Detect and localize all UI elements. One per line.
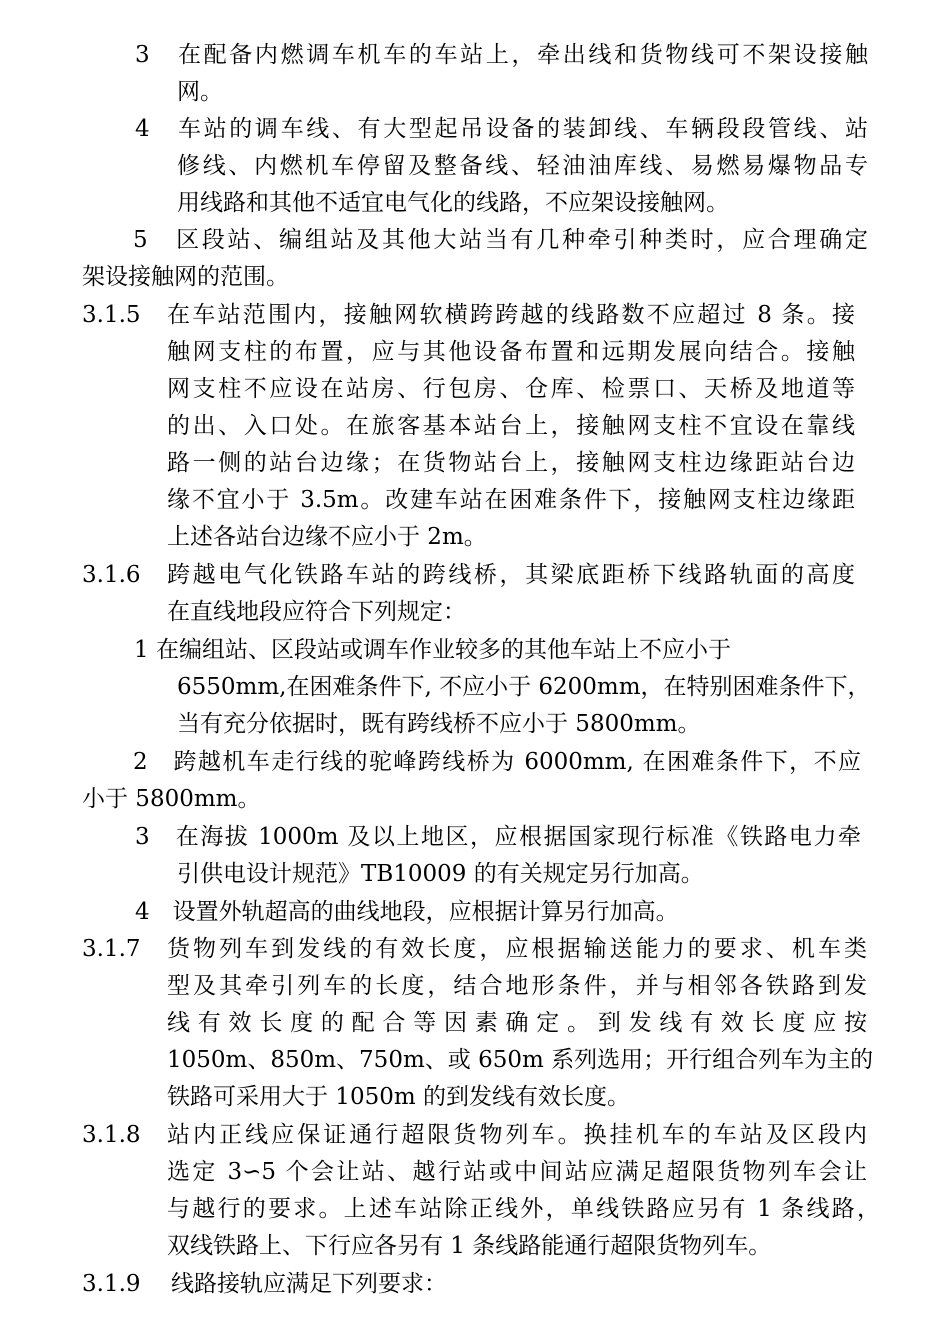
- item-4b-line-1: 4 设置外轨超高的曲线地段，应根据计算另行加高。: [135, 899, 679, 925]
- item-2-line-2: 小于 5800mm。: [82, 786, 261, 812]
- item-4-line-1: 4 车站的调车线、有大型起吊设备的装卸线、车辆段段管线、站: [135, 116, 868, 142]
- clause-number-3-1-5: 3.1.5: [82, 302, 141, 328]
- clause-3-1-8-line-2: 选定 3∽5 个会让站、越行站或中间站应满足超限货物列车会让: [167, 1159, 867, 1185]
- clause-3-1-7-line-4: 1050m、850m、750m、或 650m 系列选用；开行组合列车为主的: [167, 1047, 874, 1073]
- item-1-line-1: 1 在编组站、区段站或调车作业较多的其他车站上不应小于: [134, 637, 731, 663]
- clause-3-1-7-line-5: 铁路可采用大于 1050m 的到发线有效长度。: [167, 1084, 630, 1110]
- clause-number-3-1-7: 3.1.7: [82, 936, 141, 962]
- clause-number-3-1-6: 3.1.6: [82, 562, 141, 588]
- clause-3-1-5-line-5: 路一侧的站台边缘；在货物站台上，接触网支柱边缘距站台边: [167, 450, 855, 476]
- clause-3-1-5-line-7: 上述各站台边缘不应小于 2m。: [167, 524, 487, 550]
- item-5-line-2: 架设接触网的范围。: [82, 264, 289, 290]
- item-3-line-2: 网。: [177, 79, 223, 105]
- item-4-line-2: 修线、内燃机车停留及整备线、轻油油库线、易燃易爆物品专: [177, 153, 868, 179]
- item-3b-line-2: 引供电设计规范》TB10009 的有关规定另行加高。: [177, 861, 704, 887]
- clause-3-1-7-line-3: 线有效长度的配合等因素确定。到发线有效长度应按: [167, 1010, 867, 1036]
- item-5-line-1: 5 区段站、编组站及其他大站当有几种牵引种类时，应合理确定: [133, 227, 868, 253]
- item-1-line-2: 6550mm,在困难条件下, 不应小于 6200mm，在特别困难条件下，: [177, 674, 871, 700]
- clause-3-1-5-line-2: 触网支柱的布置，应与其他设备布置和远期发展向结合。接触: [167, 339, 855, 365]
- clause-3-1-6-line-1: 跨越电气化铁路车站的跨线桥，其梁底距桥下线路轨面的高度: [167, 562, 855, 588]
- clause-3-1-8-line-1: 站内正线应保证通行超限货物列车。换挂机车的车站及区段内: [167, 1122, 867, 1148]
- item-4-line-3: 用线路和其他不适宜电气化的线路，不应架设接触网。: [177, 190, 729, 216]
- clause-3-1-5-line-6: 缘不宜小于 3.5m。改建车站在困难条件下，接触网支柱边缘距: [167, 487, 855, 513]
- clause-3-1-5-line-1: 在车站范围内，接触网软横跨跨越的线路数不应超过 8 条。接: [167, 302, 855, 328]
- clause-3-1-9-line-1: 线路接轨应满足下列要求：: [171, 1271, 447, 1297]
- clause-number-3-1-9: 3.1.9: [82, 1271, 141, 1297]
- clause-3-1-5-line-4: 的出、入口处。在旅客基本站台上，接触网支柱不宜设在靠线: [167, 413, 855, 439]
- item-1-line-3: 当有充分依据时，既有跨线桥不应小于 5800mm。: [177, 711, 701, 737]
- item-3b-line-1: 3 在海拔 1000m 及以上地区，应根据国家现行标准《铁路电力牵: [135, 824, 861, 850]
- clause-3-1-5-line-3: 网支柱不应设在站房、行包房、仓库、检票口、天桥及地道等: [167, 376, 855, 402]
- item-3-line-1: 3 在配备内燃调车机车的车站上，牵出线和货物线可不架设接触: [135, 42, 868, 68]
- item-2-line-1: 2 跨越机车走行线的驼峰跨线桥为 6000mm, 在困难条件下，不应: [133, 749, 861, 775]
- clause-3-1-8-line-3: 与越行的要求。上述车站除正线外，单线铁路应另有 1 条线路，: [167, 1196, 880, 1222]
- clause-3-1-7-line-2: 型及其牵引列车的长度，结合地形条件，并与相邻各铁路到发: [167, 973, 867, 999]
- clause-3-1-6-line-2: 在直线地段应符合下列规定：: [167, 599, 466, 625]
- clause-3-1-7-line-1: 货物列车到发线的有效长度，应根据输送能力的要求、机车类: [167, 936, 867, 962]
- clause-number-3-1-8: 3.1.8: [82, 1122, 141, 1148]
- clause-3-1-8-line-4: 双线铁路上、下行应各另有 1 条线路能通行超限货物列车。: [167, 1233, 772, 1259]
